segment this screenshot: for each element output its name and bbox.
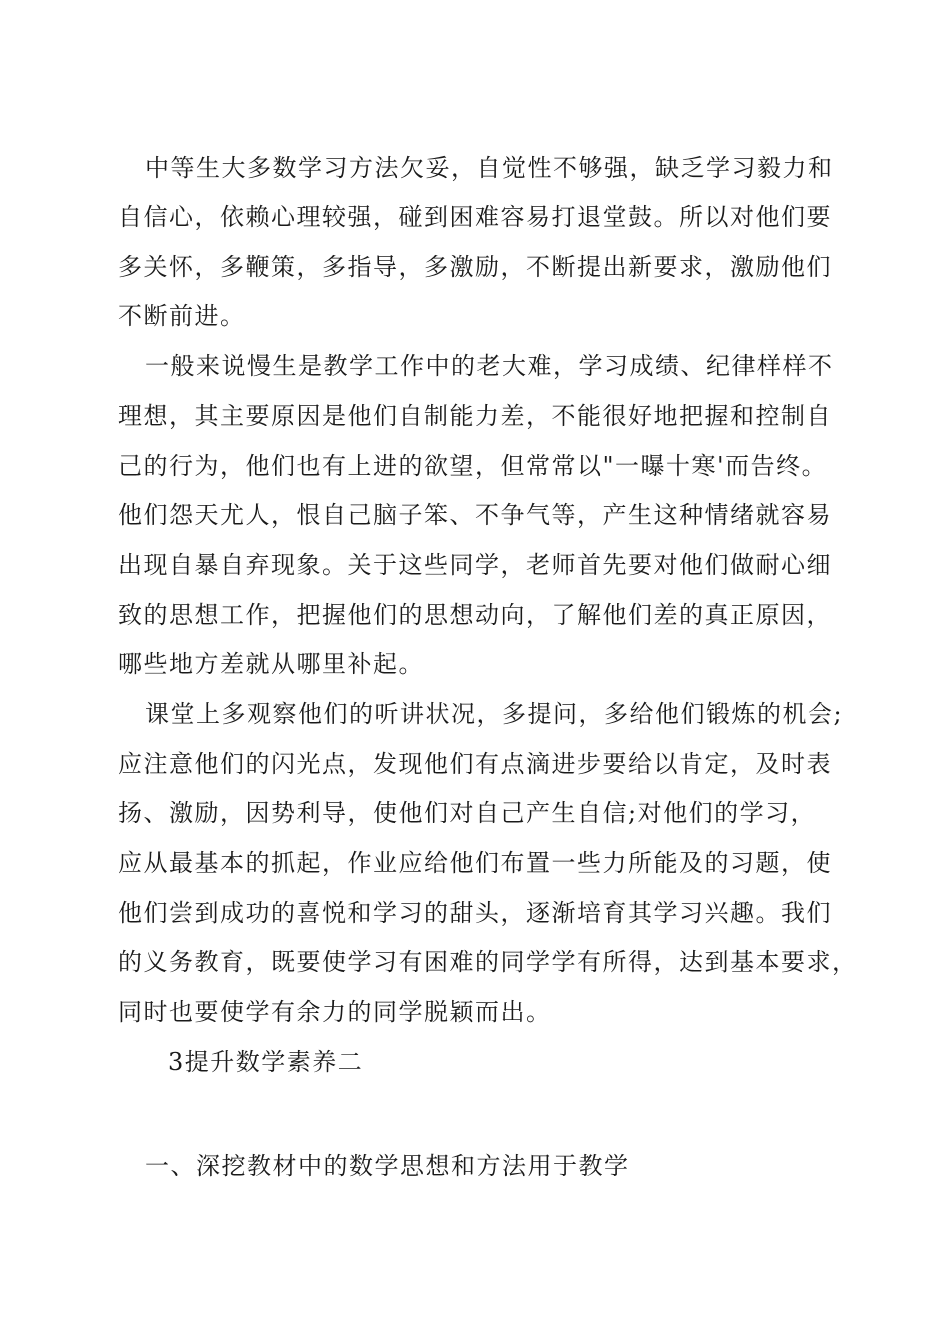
- paragraph-3-line-1: 课堂上多观察他们的听讲状况，多提问，多给他们锻炼的机会;: [145, 700, 844, 728]
- paragraph-2-line-7: 哪些地方差就从哪里补起。: [118, 650, 424, 678]
- paragraph-3-line-3: 扬、激励，因势利导，使他们对自己产生自信;对他们的学习，: [118, 799, 817, 827]
- paragraph-2-line-3: 己的行为，他们也有上进的欲望，但常常以"一曝十寒'而告终。: [118, 452, 828, 480]
- paragraph-3-line-2: 应注意他们的闪光点，发现他们有点滴进步要给以肯定，及时表: [118, 750, 832, 778]
- paragraph-1-line-3: 多关怀，多鞭策，多指导，多激励，不断提出新要求，激励他们: [118, 253, 832, 281]
- paragraph-2-line-4: 他们怨天尤人，恨自己脑子笨、不争气等，产生这种情绪就容易: [118, 501, 832, 529]
- paragraph-3-line-7: 同时也要使学有余力的同学脱颖而出。: [118, 998, 552, 1026]
- paragraph-3-line-6: 的义务教育，既要使学习有困难的同学学有所得，达到基本要求，: [118, 948, 858, 976]
- subheading: 一、深挖教材中的数学思想和方法用于教学: [145, 1152, 630, 1180]
- paragraph-2-line-1: 一般来说慢生是教学工作中的老大难，学习成绩、纪律样样不: [145, 352, 834, 380]
- paragraph-2-line-6: 致的思想工作，把握他们的思想动向，了解他们差的真正原因，: [118, 601, 832, 629]
- paragraph-1-line-1: 中等生大多数学习方法欠妥，自觉性不够强，缺乏学习毅力和: [145, 154, 834, 182]
- paragraph-3-line-5: 他们尝到成功的喜悦和学习的甜头，逐渐培育其学习兴趣。我们: [118, 899, 832, 927]
- paragraph-1-line-4: 不断前进。: [118, 302, 246, 330]
- paragraph-3-line-4: 应从最基本的抓起，作业应给他们布置一些力所能及的习题，使: [118, 849, 832, 877]
- section-heading: 3提升数学素养二: [168, 1048, 364, 1076]
- paragraph-2-line-2: 理想，其主要原因是他们自制能力差，不能很好地把握和控制自: [118, 402, 832, 430]
- paragraph-1-line-2: 自信心，依赖心理较强，碰到困难容易打退堂鼓。所以对他们要: [118, 203, 832, 231]
- paragraph-2-line-5: 出现自暴自弃现象。关于这些同学，老师首先要对他们做耐心细: [118, 551, 832, 579]
